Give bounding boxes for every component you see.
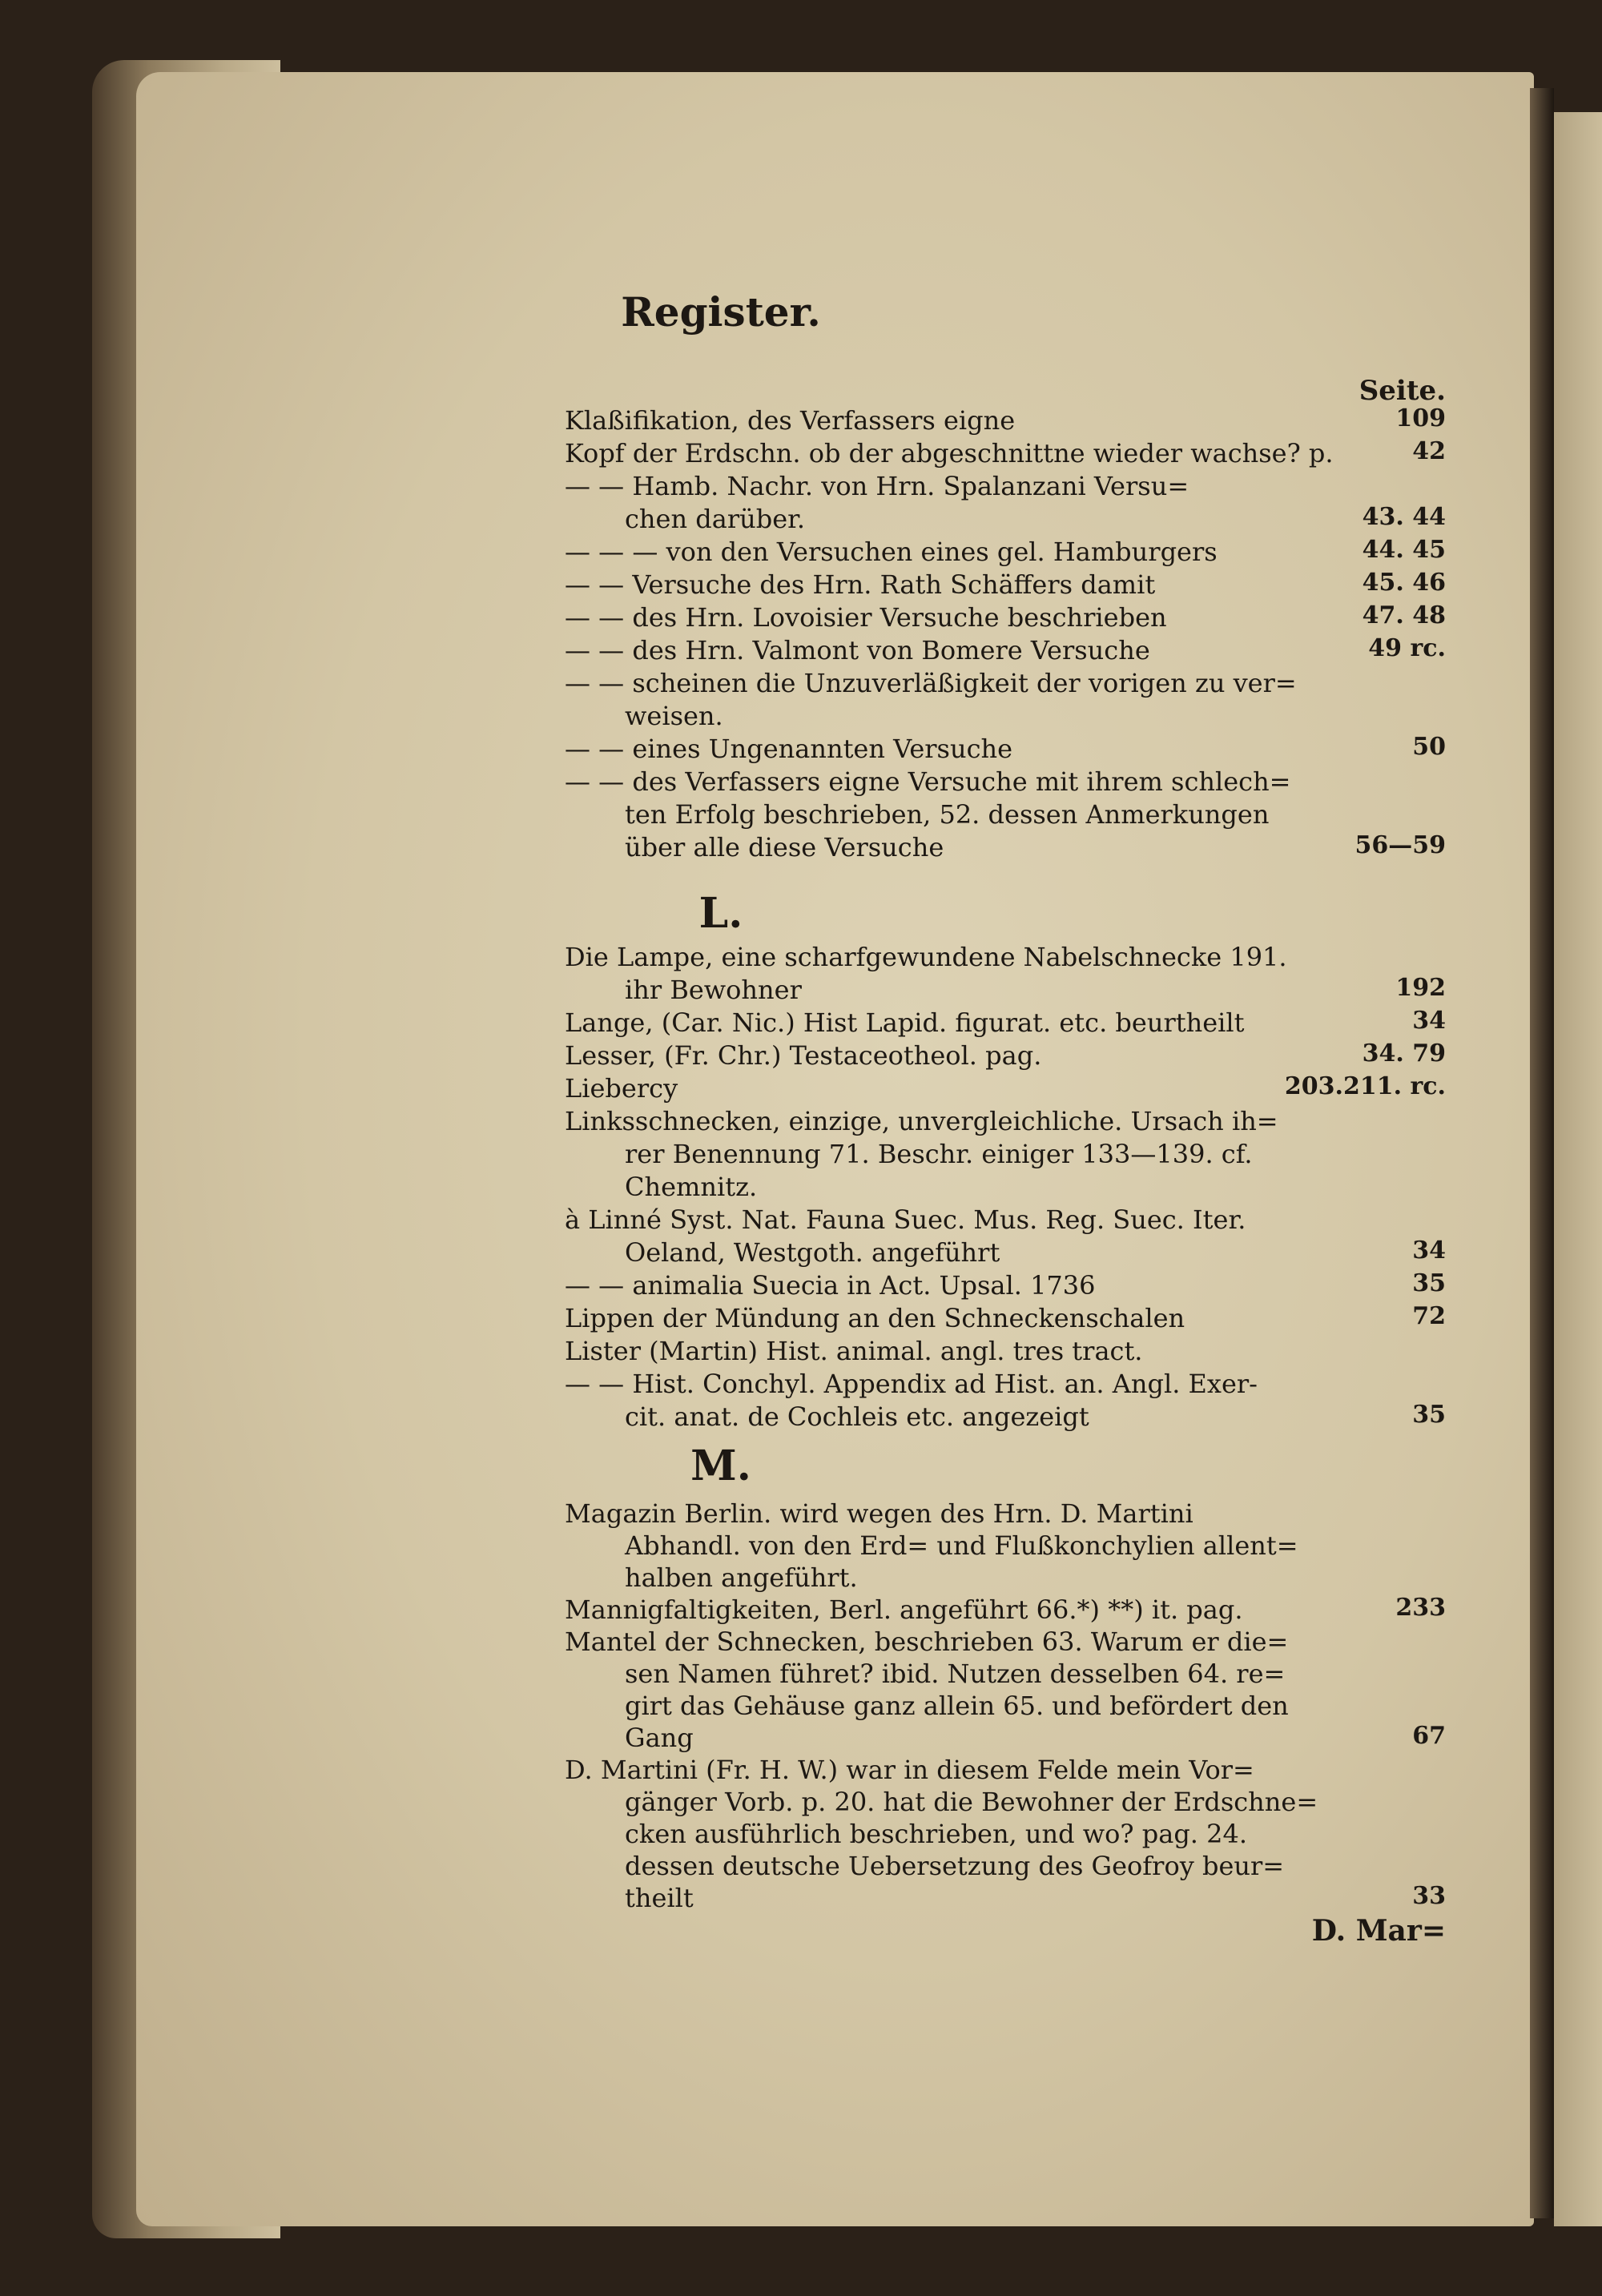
- register-page-number: 35: [1412, 1401, 1446, 1429]
- register-entry-line: Gang: [625, 1723, 694, 1753]
- register-entry-line: Linksschnecken, einzige, unvergleichliche. Ursach ih=: [565, 1106, 1278, 1136]
- register-entry-line: Kopf der Erdschn. ob der abgeschnittne wieder wachse? p.: [565, 438, 1334, 468]
- register-entry-line: girt das Gehäuse ganz allein 65. und befördert den: [625, 1691, 1289, 1721]
- register-entry-line: Abhandl. von den Erd= und Flußkonchylien allent=: [625, 1530, 1298, 1561]
- register-entry-line: Mannigfaltigkeiten, Berl. angeführt 66.*) **) it. pag.: [565, 1594, 1243, 1625]
- register-entry-line: — — scheinen die Unzuverläßigkeit der vorigen zu ver=: [565, 668, 1297, 698]
- register-page-number: 43. 44: [1362, 503, 1446, 531]
- register-entry-line: weisen.: [625, 701, 723, 731]
- register-entry-line: à Linné Syst. Nat. Fauna Suec. Mus. Reg. Suec. Iter.: [565, 1204, 1246, 1235]
- facing-page-edge: [1554, 112, 1602, 2226]
- register-entry-line: Mantel der Schnecken, beschrieben 63. Warum er die=: [565, 1627, 1289, 1657]
- page-title: Register.: [621, 288, 821, 336]
- register-entry-line: — — eines Ungenannten Versuche: [565, 734, 1013, 764]
- register-page-number: 34: [1412, 1236, 1446, 1265]
- register-entry-line: rer Benennung 71. Beschr. einiger 133—139. cf.: [625, 1139, 1253, 1169]
- register-page-number: 45. 46: [1362, 569, 1446, 597]
- register-entry-line: theilt: [625, 1883, 694, 1913]
- register-entry-line: Die Lampe, eine scharfgewundene Nabelschnecke 191.: [565, 942, 1287, 972]
- register-entry-line: Oeland, Westgoth. angeführt: [625, 1237, 1000, 1268]
- register-entry-line: ten Erfolg beschrieben, 52. dessen Anmerkungen: [625, 799, 1270, 830]
- register-page-number: 35: [1412, 1269, 1446, 1297]
- register-entry-line: Lippen der Mündung an den Schneckenschalen: [565, 1303, 1185, 1333]
- register-entry-line: — — Versuche des Hrn. Rath Schäffers damit: [565, 569, 1156, 600]
- register-entry-line: — — animalia Suecia in Act. Upsal. 1736: [565, 1270, 1096, 1301]
- register-entry-line: Klaßifikation, des Verfassers eigne: [565, 405, 1016, 436]
- register-entry-line: dessen deutsche Uebersetzung des Geofroy beur=: [625, 1851, 1285, 1881]
- register-page-number: 49 rc.: [1368, 634, 1446, 662]
- register-entry-line: cken ausführlich beschrieben, und wo? pag. 24.: [625, 1819, 1248, 1849]
- register-page-number: 34: [1412, 1007, 1446, 1035]
- register-page-number: 44. 45: [1362, 536, 1446, 564]
- register-page-number: 47. 48: [1362, 601, 1446, 629]
- register-entry-line: Lister (Martin) Hist. animal. angl. tres tract.: [565, 1336, 1143, 1366]
- register-entry-line: Liebercy: [565, 1073, 678, 1104]
- register-entry-line: Lange, (Car. Nic.) Hist Lapid. figurat. etc. beurtheilt: [565, 1007, 1245, 1038]
- page-column-label: Seite.: [1358, 375, 1446, 407]
- register-entry-line: ihr Bewohner: [625, 975, 802, 1005]
- book-gutter: [1530, 88, 1554, 2218]
- register-page-number: 34. 79: [1362, 1039, 1446, 1068]
- register-page-number: 67: [1412, 1722, 1446, 1750]
- register-entry-line: cit. anat. de Cochleis etc. angezeigt: [625, 1401, 1089, 1432]
- register-entry-line: — — des Hrn. Lovoisier Versuche beschrieben: [565, 602, 1167, 633]
- register-entry-line: — — Hamb. Nachr. von Hrn. Spalanzani Versu=: [565, 471, 1189, 501]
- register-page-number: 56—59: [1354, 831, 1446, 859]
- register-entry-line: sen Namen führet? ibid. Nutzen desselben 64. re=: [625, 1659, 1286, 1689]
- register-page-number: 72: [1412, 1302, 1446, 1330]
- section-heading-l: L.: [698, 889, 743, 938]
- register-entry-line: halben angeführt.: [625, 1562, 858, 1593]
- register-entry-line: chen darüber.: [625, 504, 806, 534]
- register-page-number: 192: [1395, 974, 1446, 1002]
- register-entry-line: — — — von den Versuchen eines gel. Hamburgers: [565, 537, 1218, 567]
- register-entry-line: gänger Vorb. p. 20. hat die Bewohner der Erdschne=: [625, 1787, 1318, 1817]
- register-entry-line: über alle diese Versuche: [625, 832, 944, 863]
- register-page-number: 42: [1412, 437, 1446, 465]
- register-page-number: 33: [1412, 1882, 1446, 1910]
- register-entry-line: — — des Verfassers eigne Versuche mit ihrem schlech=: [565, 766, 1291, 797]
- register-entry-line: Chemnitz.: [625, 1172, 758, 1202]
- register-page-number: 109: [1395, 404, 1446, 432]
- section-heading-m: M.: [690, 1442, 751, 1490]
- register-entry-line: Magazin Berlin. wird wegen des Hrn. D. Martini: [565, 1498, 1193, 1529]
- register-page-number: 203.211. rc.: [1284, 1072, 1446, 1100]
- register-entry-line: Lesser, (Fr. Chr.) Testaceotheol. pag.: [565, 1040, 1042, 1071]
- register-entry-line: — — des Hrn. Valmont von Bomere Versuche: [565, 635, 1150, 665]
- catchword: D. Mar=: [1311, 1914, 1446, 1948]
- register-page-number: 233: [1395, 1594, 1446, 1622]
- register-entry-line: — — Hist. Conchyl. Appendix ad Hist. an. Angl. Exer-: [565, 1369, 1258, 1399]
- register-entry-line: D. Martini (Fr. H. W.) war in diesem Felde mein Vor=: [565, 1755, 1254, 1785]
- register-page-number: 50: [1412, 733, 1446, 761]
